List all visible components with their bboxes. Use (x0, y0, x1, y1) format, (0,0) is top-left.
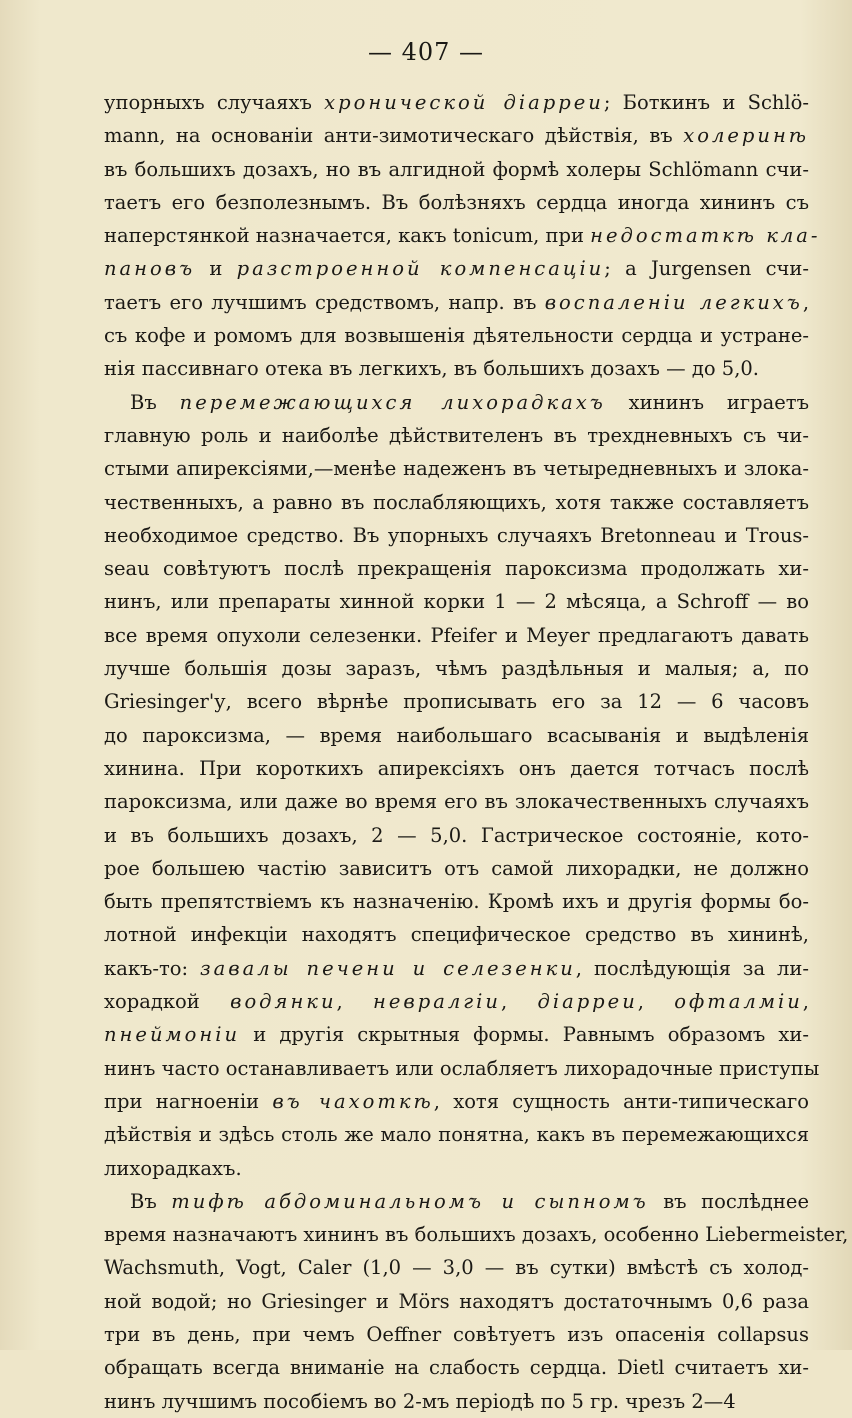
text-line (104, 486, 809, 519)
text-segment: ; Боткинъ и Schlö- (603, 91, 809, 114)
text-segment: нинъ часто останавливаетъ или ослабляетъ лихорадочные приступы (104, 1056, 820, 1080)
text-segment: съ кофе и ромомъ для возвышенія дѣятельности сердца и устране- (104, 324, 809, 348)
text-segment: пароксизма, или даже во время его въ злокачественныхъ случаяхъ (104, 790, 809, 814)
text-line (104, 1218, 849, 1251)
text-line (104, 386, 809, 419)
text-segment: и (195, 257, 237, 281)
italic-term: невралгіи (373, 990, 501, 1014)
text-segment: таетъ его безполезнымъ. Въ болѣзняхъ сердца иногда хининъ съ (104, 190, 809, 214)
italic-term: разстроенной компенсаціи (236, 257, 605, 281)
text-segment: , (336, 990, 374, 1014)
text-segment: лучше большія дозы заразъ, чѣмъ раздѣльныя и малыя; а, по (104, 657, 809, 681)
text-segment: обращать всегда вниманіе на слабость сердца. Dietl считаетъ хи- (104, 1356, 809, 1380)
text-segment: въ послѣднее (648, 1189, 810, 1213)
text-line (104, 585, 809, 618)
text-segment: нія пассивнаго отека въ легкихъ, въ большихъ дозахъ — до 5,0. (104, 357, 760, 381)
text-segment: , (802, 990, 809, 1014)
text-segment: ; а Jurgensen счи- (604, 257, 809, 281)
text-segment: три въ день, при чемъ Oeffner совѣтуетъ изъ опасенія collapsus (104, 1322, 809, 1346)
text-line (104, 86, 809, 119)
text-segment: Wachsmuth, Vogt, Caler (1,0 — 3,0 — въ сутки) вмѣстѣ съ холод- (104, 1256, 809, 1280)
text-line (104, 419, 809, 452)
italic-term: перемежающихся лихорадкахъ (179, 390, 606, 414)
italic-term: холеринѣ (683, 124, 809, 148)
text-segment: при нагноеніи (104, 1089, 273, 1113)
text-line (104, 1018, 809, 1051)
text-line (104, 1152, 809, 1185)
text-line (104, 153, 809, 186)
text-segment: чественныхъ, а равно въ послабляющихъ, хотя также составляетъ (104, 490, 809, 514)
text-line (104, 1251, 809, 1284)
text-line (104, 952, 809, 985)
text-line (104, 519, 809, 552)
text-segment: нинъ лучшимъ пособіемъ во 2-мъ періодѣ по 5 гр. чрезъ 2—4 (104, 1389, 736, 1413)
text-segment: и въ большихъ дозахъ, 2 — 5,0. Гастрическое состояніе, кото- (104, 823, 809, 847)
text-line (104, 819, 809, 852)
italic-term: воспаленіи легкихъ (544, 290, 803, 314)
text-segment: время назначаютъ хининъ въ большихъ дозахъ, особенно Liebermeister, (104, 1223, 849, 1247)
paragraph (104, 1185, 849, 1418)
page-number: — 407 — (367, 38, 485, 66)
text-segment: mann, на основаніи анти-зимотическаго дѣйствія, въ (104, 124, 684, 148)
text-line (104, 985, 809, 1018)
italic-term: офталміи (674, 990, 803, 1014)
italic-term: завалы печени и селезенки (200, 956, 576, 980)
text-line (104, 186, 809, 219)
text-line (104, 1085, 809, 1118)
text-line (104, 352, 809, 385)
text-segment: хининъ играетъ (605, 390, 809, 414)
text-segment: ной водой; но Griesinger и Mörs находятъ достаточнымъ 0,6 раза (104, 1289, 809, 1313)
text-segment: , (802, 290, 810, 314)
text-segment: Въ (130, 390, 180, 414)
text-line (104, 719, 809, 752)
text-line (104, 1052, 820, 1085)
text-segment: нинъ, или препараты хинной корки 1 — 2 мѣсяца, а Schroff — во (104, 590, 809, 614)
text-block (104, 86, 849, 1418)
text-segment: стыми апирексіями,—менѣе надеженъ въ четыредневныхъ и злока- (104, 457, 809, 481)
text-line (104, 685, 809, 718)
text-line (104, 252, 809, 285)
text-line (104, 1318, 809, 1351)
text-segment: быть препятствіемъ къ назначенію. Кромѣ ихъ и другія формы бо- (104, 890, 809, 914)
text-segment: лотной инфекціи находятъ специфическое средство въ хининѣ, (104, 923, 809, 947)
text-line (104, 918, 809, 951)
text-line (104, 852, 809, 885)
paragraph (104, 386, 820, 1185)
text-line (104, 552, 809, 585)
text-line (104, 452, 809, 485)
text-segment: и другія скрытныя формы. Равнымъ образомъ хи- (240, 1023, 809, 1047)
italic-term: въ чахоткѣ (272, 1089, 434, 1113)
text-line (104, 1385, 809, 1418)
text-segment: главную роль и наиболѣе дѣйствителенъ въ трехдневныхъ съ чи- (104, 423, 809, 447)
text-line (104, 1185, 809, 1218)
text-segment: seau совѣтуютъ послѣ прекращенія пароксизма продолжать хи- (104, 557, 809, 581)
text-line (104, 1118, 809, 1151)
paragraph (104, 86, 821, 386)
text-line (104, 119, 809, 152)
text-segment: какъ-то: (104, 956, 201, 980)
text-segment: Въ (130, 1189, 172, 1213)
text-segment: таетъ его лучшимъ средствомъ, напр. въ (104, 290, 545, 314)
text-segment: необходимое средство. Въ упорныхъ случаяхъ Bretonneau и Trous- (104, 523, 809, 547)
text-line (104, 219, 821, 252)
italic-term: водянки (230, 990, 337, 1014)
text-line (104, 752, 809, 785)
text-line (104, 286, 809, 319)
text-segment: упорныхъ случаяхъ (104, 91, 325, 114)
text-segment: въ большихъ дозахъ, но въ алгидной формѣ холеры Schlömann счи- (104, 157, 809, 181)
text-segment: , хотя сущность анти-типическаго (433, 1089, 809, 1113)
text-segment: , (637, 990, 675, 1014)
text-segment: Griesinger'у, всего вѣрнѣе прописывать его за 12 — 6 часовъ (104, 690, 809, 714)
italic-term: пановъ (104, 257, 196, 281)
italic-term: пнеймоніи (104, 1023, 241, 1047)
text-segment: хорадкой (104, 990, 231, 1014)
text-segment: наперстянкой назначается, какъ tonicum, при (104, 224, 591, 248)
text-segment: лихорадкахъ. (104, 1156, 242, 1180)
text-line (104, 319, 809, 352)
text-segment: хинина. При короткихъ апирексіяхъ онъ дается тотчасъ послѣ (104, 756, 809, 780)
text-line (104, 1351, 809, 1384)
text-segment: все время опухоли селезенки. Pfeifer и Meyer предлагаютъ давать (104, 623, 809, 647)
text-segment: , (500, 990, 538, 1014)
text-line (104, 1285, 809, 1318)
text-line (104, 885, 809, 918)
text-line (104, 652, 809, 685)
text-line (104, 619, 809, 652)
text-segment: дѣйствія и здѣсь столь же мало понятна, какъ въ перемежающихся (104, 1123, 809, 1147)
italic-term: хронической діарреи (324, 91, 604, 114)
text-segment: до пароксизма, — время наибольшаго всасыванія и выдѣленія (104, 723, 809, 747)
italic-term: тифѣ абдоминальномъ и сыпномъ (171, 1189, 649, 1213)
text-segment: , послѣдующія за ли- (575, 956, 809, 980)
text-line (104, 785, 809, 818)
italic-term: діарреи (537, 990, 638, 1014)
text-segment: рое большею частію зависитъ отъ самой лихорадки, не должно (104, 856, 809, 880)
italic-term: недостаткѣ кла- (590, 224, 821, 248)
